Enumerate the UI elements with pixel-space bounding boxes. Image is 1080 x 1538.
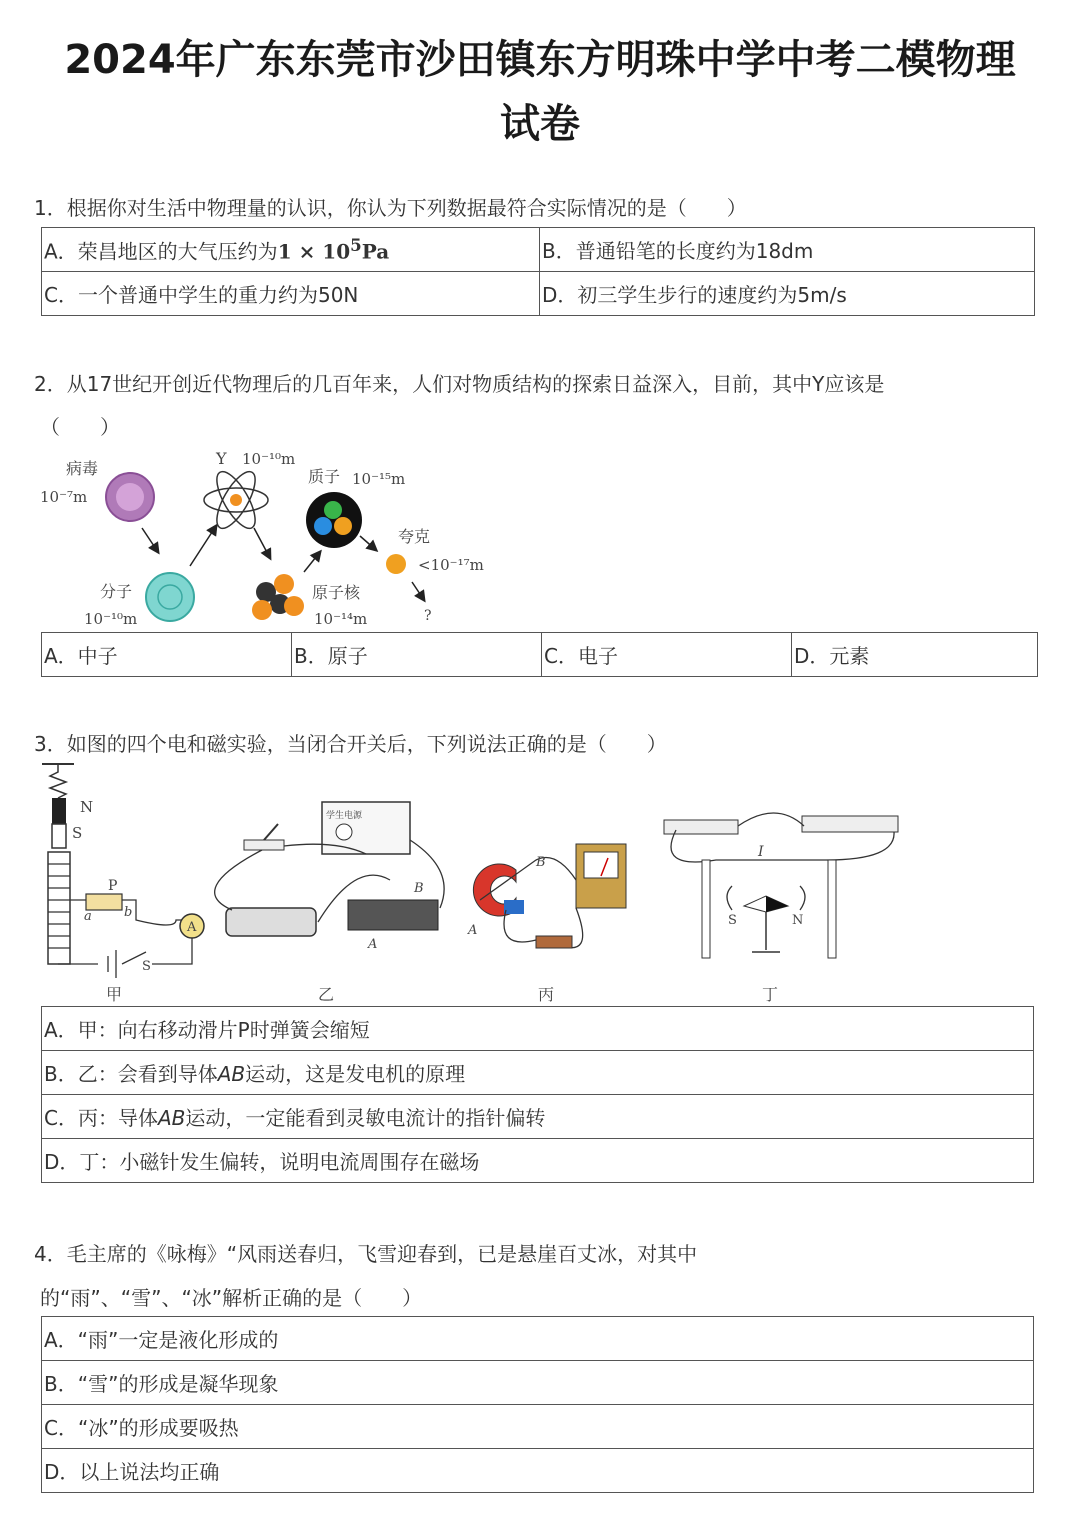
question-1-text: 1．根据你对生活中物理量的认识，你认为下列数据最符合实际情况的是（ ）: [34, 196, 747, 220]
option-1d[interactable]: D．初三学生步行的速度约为5m/s: [540, 272, 1035, 316]
question-3-options: [41, 1006, 1034, 1183]
jia-switch-label: S: [142, 959, 151, 974]
virus-label: 病毒: [66, 459, 99, 478]
option-3d[interactable]: D．丁：小磁针发生偏转，说明电流周围存在磁场: [42, 1139, 1034, 1183]
jia-s-label: S: [72, 824, 83, 842]
bing-a-label: A: [468, 923, 478, 938]
question-2-text: 2．从17世纪开创近代物理后的几百年来，人们对物质结构的探索日益深入，目前，其中Y应该是: [34, 372, 885, 396]
matter-structure-figure: [30, 440, 500, 632]
jia-n-label: N: [80, 798, 94, 816]
option-3b[interactable]: B．乙：会看到导体AB运动，这是发电机的原理: [42, 1051, 1034, 1095]
unknown-mark: ?: [424, 608, 432, 624]
option-3a[interactable]: A．甲：向右移动滑片P时弹簧会缩短: [42, 1007, 1034, 1051]
page-title-line-1: 2024年广东东莞市沙田镇东方明珠中学中考二模物理: [64, 37, 1016, 83]
yi-b-label: B: [414, 881, 424, 896]
label-ding: 丁: [762, 985, 779, 1004]
experiment-jia: [42, 764, 204, 978]
experiment-bing: [473, 844, 626, 948]
molecule-size: 10⁻¹⁰m: [84, 610, 138, 628]
virus-size: 10⁻⁷m: [40, 488, 88, 506]
option-2c[interactable]: C．电子: [542, 633, 792, 677]
option-1c[interactable]: C．一个普通中学生的重力约为50N: [42, 272, 540, 316]
label-yi: 乙: [318, 985, 335, 1004]
jia-b-label: b: [124, 905, 133, 920]
virus-icon: [106, 473, 154, 521]
option-4b[interactable]: B．“雪”的形成是凝华现象: [42, 1361, 1034, 1405]
option-2a[interactable]: A．中子: [42, 633, 292, 677]
ding-n-label: N: [792, 913, 804, 928]
page-title-line-2: 试卷: [500, 101, 580, 147]
atom-icon: [204, 466, 268, 533]
option-4c[interactable]: C．“冰”的形成要吸热: [42, 1405, 1034, 1449]
option-1b[interactable]: B．普通铅笔的长度约为18dm: [540, 228, 1035, 272]
y-label: Y: [216, 449, 227, 468]
label-bing: 丙: [538, 985, 555, 1004]
nucleus-label: 原子核: [312, 583, 361, 602]
quark-icon: [386, 554, 406, 574]
ding-s-label: S: [728, 913, 737, 928]
ding-current-label: I: [758, 844, 764, 860]
nucleus-size: 10⁻¹⁴m: [314, 610, 368, 628]
question-4-text: 4．毛主席的《咏梅》“风雨送春归，飞雪迎春到，已是悬崖百丈冰，对其中: [34, 1242, 698, 1266]
question-1-options: [41, 227, 1035, 316]
option-2b[interactable]: B．原子: [292, 633, 542, 677]
experiment-ding: [664, 813, 898, 958]
molecule-icon: [146, 573, 194, 621]
option-4d[interactable]: D．以上说法均正确: [42, 1449, 1034, 1493]
quark-label: 夸克: [398, 527, 431, 546]
bing-b-label: B: [536, 855, 546, 870]
yi-supply-label: 学生电源: [326, 811, 363, 821]
electromagnetism-figure: [36, 760, 916, 1008]
option-3c[interactable]: C．丙：导体AB运动，一定能看到灵敏电流计的指针偏转: [42, 1095, 1034, 1139]
proton-size: 10⁻¹⁵m: [352, 470, 406, 488]
option-4a[interactable]: A．“雨”一定是液化形成的: [42, 1317, 1034, 1361]
question-4-text-2: 的“雨”、“雪”、“冰”解析正确的是（ ）: [40, 1286, 423, 1310]
quark-size: <10⁻¹⁷m: [418, 556, 484, 574]
option-2d[interactable]: D．元素: [792, 633, 1038, 677]
jia-p-label: P: [108, 878, 118, 894]
yi-a-label: A: [368, 937, 378, 952]
label-jia: 甲: [106, 985, 123, 1004]
question-3-text: 3．如图的四个电和磁实验，当闭合开关后，下列说法正确的是（ ）: [34, 732, 667, 756]
y-size: 10⁻¹⁰m: [242, 450, 296, 468]
question-2-text-2: （ ）: [40, 415, 120, 439]
jia-a-label: a: [84, 909, 92, 924]
question-2-options: [41, 632, 1038, 677]
option-1a[interactable]: A．荣昌地区的大气压约为$1 \times 10^5Pa$: [42, 228, 540, 272]
experiment-yi: [215, 802, 444, 936]
molecule-label: 分子: [100, 582, 133, 601]
question-4-options: [41, 1316, 1034, 1493]
jia-ammeter-label: A: [187, 920, 197, 935]
nucleus-icon: [252, 574, 304, 620]
proton-label: 质子: [308, 467, 341, 486]
proton-icon: [306, 492, 362, 548]
